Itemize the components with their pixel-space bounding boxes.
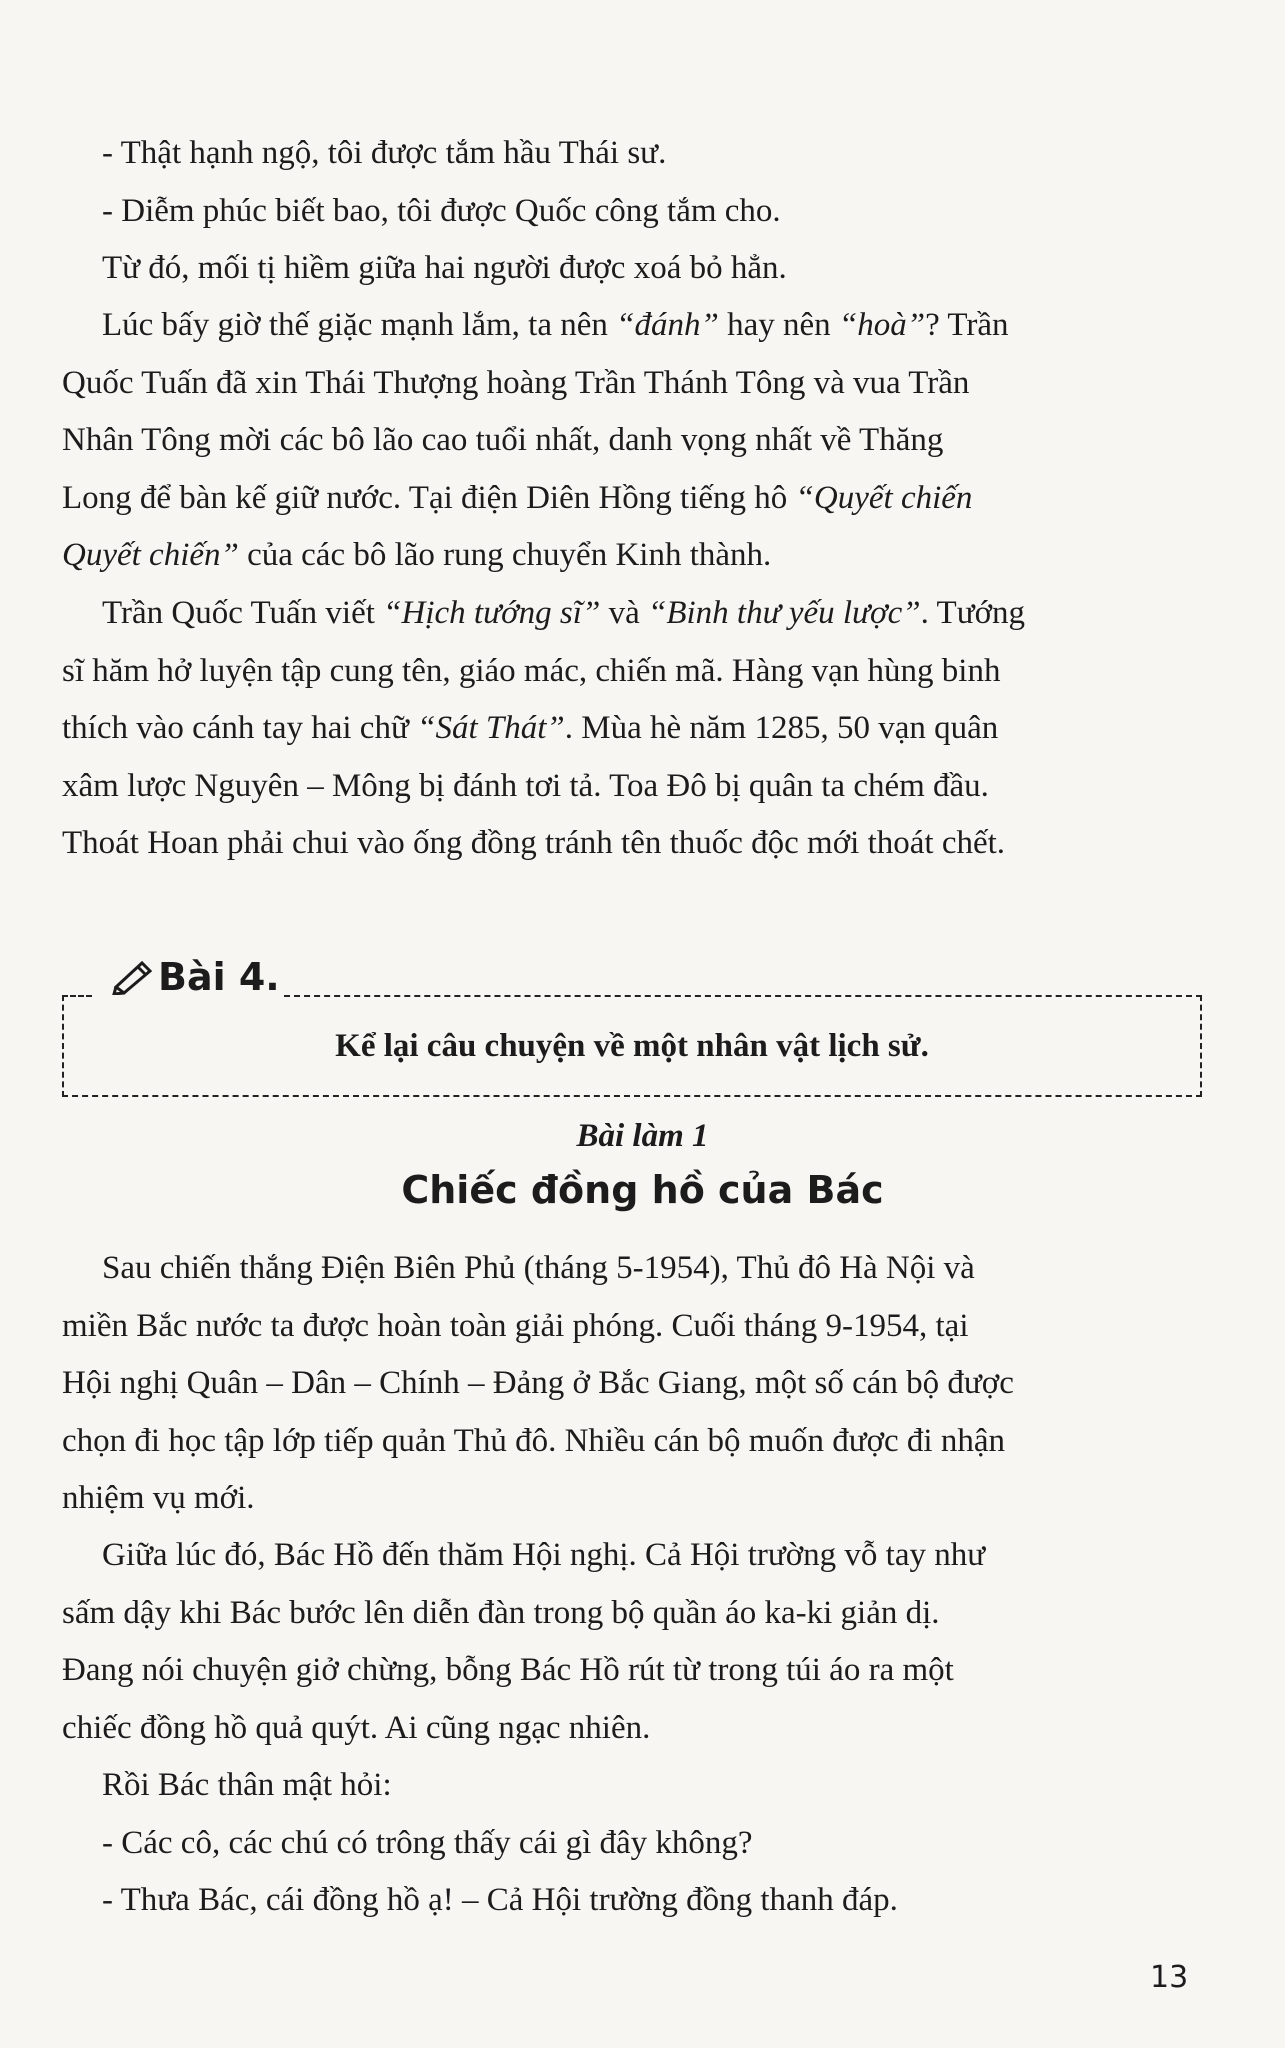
text-line: Lúc bấy giờ thế giặc mạnh lắm, ta nên “đánh” hay nên “hoà”? Trần	[102, 307, 1009, 343]
text-line: Từ đó, mối tị hiềm giữa hai người được xoá bỏ hẳn.	[102, 250, 787, 286]
paragraph-hich	[62, 585, 1202, 873]
exercise-heading	[112, 955, 280, 999]
dialogue-block	[62, 125, 1202, 298]
text-line: Sau chiến thắng Điện Biên Phủ (tháng 5-1954), Thủ đô Hà Nội và	[102, 1250, 975, 1286]
essay-paragraph-1	[62, 1240, 1202, 1528]
text-line: sĩ hăm hở luyện tập cung tên, giáo mác, chiến mã. Hàng vạn hùng binh	[62, 652, 1001, 689]
essay-title: Chiếc đồng hồ của Bác	[401, 1168, 884, 1212]
pencil-icon	[112, 959, 154, 995]
text-line: Long để bàn kế giữ nước. Tại điện Diên Hồng tiếng hô “Quyết chiến	[62, 479, 973, 516]
text-line: Hội nghị Quân – Dân – Chính – Đảng ở Bắc Giang, một số cán bộ được	[62, 1365, 1014, 1401]
text-line: nhiệm vụ mới.	[62, 1480, 255, 1516]
text-line: Giữa lúc đó, Bác Hồ đến thăm Hội nghị. Cả Hội trường vỗ tay như	[102, 1537, 986, 1573]
text-line: Nhân Tông mời các bô lão cao tuổi nhất, danh vọng nhất về Thăng	[62, 422, 944, 458]
text-line: Quốc Tuấn đã xin Thái Thượng hoàng Trần Thánh Tông và vua Trần	[62, 364, 970, 401]
paragraph-dien-hong	[62, 297, 1202, 585]
text-line: Quyết chiến” của các bô lão rung chuyển Kinh thành.	[62, 537, 772, 573]
text-line: xâm lược Nguyên – Mông bị đánh tơi tả. Toa Đô bị quân ta chém đầu.	[62, 767, 989, 804]
text-line: Đang nói chuyện giở chừng, bỗng Bác Hồ rút từ trong túi áo ra một	[62, 1652, 954, 1688]
text-line: sấm dậy khi Bác bước lên diễn đàn trong bộ quần áo ka-ki giản dị.	[62, 1594, 940, 1631]
text-line: Rồi Bác thân mật hỏi:	[102, 1767, 392, 1803]
page-number: 13	[1150, 1960, 1189, 1995]
dialogue-line: - Thưa Bác, cái đồng hồ ạ! – Cả Hội trường đồng thanh đáp.	[102, 1882, 898, 1918]
text-line: chiếc đồng hồ quả quýt. Ai cũng ngạc nhiên.	[62, 1709, 651, 1746]
essay-paragraph-3	[62, 1757, 1202, 1930]
dialogue-line: - Diễm phúc biết bao, tôi được Quốc công tắm cho.	[102, 192, 781, 229]
text-line: Trần Quốc Tuấn viết “Hịch tướng sĩ” và “Binh thư yếu lược”. Tướng	[102, 595, 1026, 631]
text-line: Thoát Hoan phải chui vào ống đồng tránh tên thuốc độc mới thoát chết.	[62, 825, 1006, 861]
essay-subtitle: Bài làm 1	[576, 1118, 709, 1154]
task-prompt: Kể lại câu chuyện về một nhân vật lịch sử.	[335, 1028, 929, 1064]
dialogue-line: - Thật hạnh ngộ, tôi được tắm hầu Thái sư.	[102, 135, 667, 171]
essay-paragraph-2	[62, 1527, 1202, 1757]
text-line: thích vào cánh tay hai chữ “Sát Thát”. Mùa hè năm 1285, 50 vạn quân	[62, 710, 999, 746]
exercise-label: Bài 4.	[158, 955, 280, 999]
dialogue-line: - Các cô, các chú có trông thấy cái gì đây không?	[102, 1824, 753, 1861]
text-line: miền Bắc nước ta được hoàn toàn giải phóng. Cuối tháng 9-1954, tại	[62, 1307, 969, 1344]
text-line: chọn đi học tập lớp tiếp quản Thủ đô. Nhiều cán bộ muốn được đi nhận	[62, 1422, 1005, 1459]
